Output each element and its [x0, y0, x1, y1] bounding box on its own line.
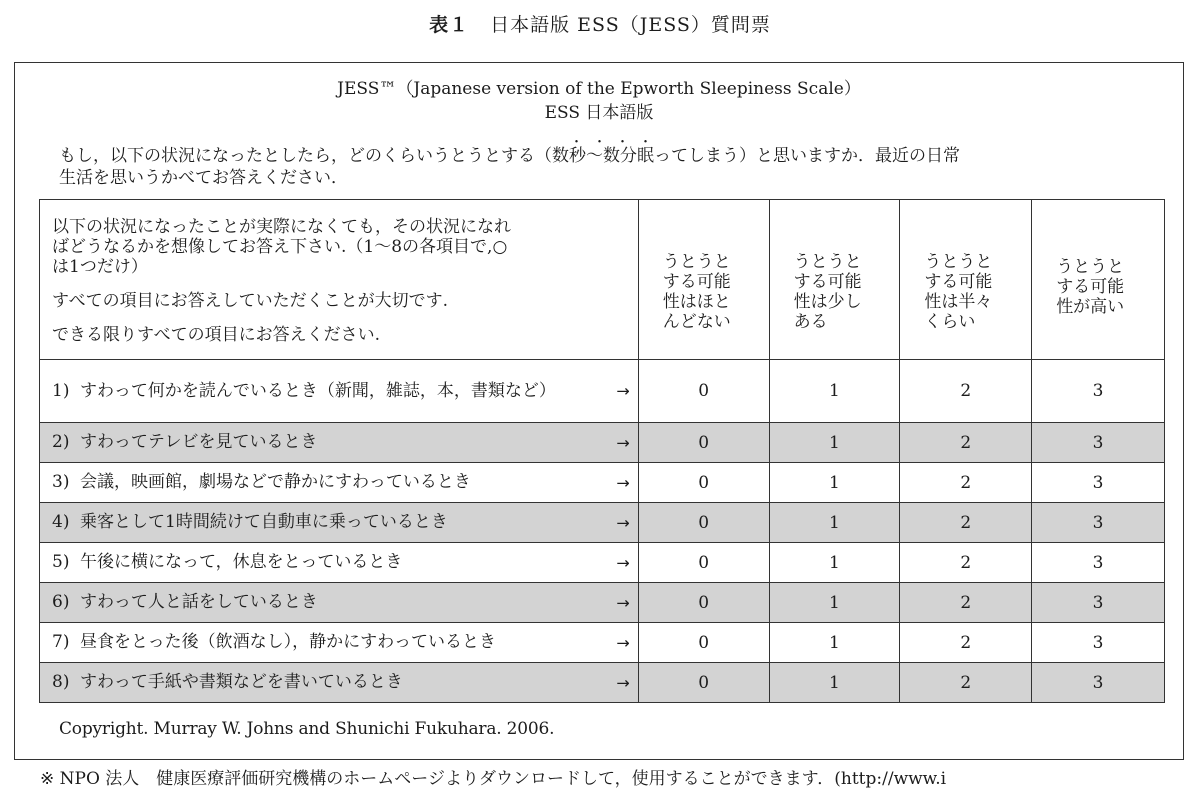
score-option[interactable]: 2 [900, 503, 1032, 543]
row-label [40, 623, 639, 663]
intro-text-before: もし，以下の状況になったとしたら，どのくらい [59, 146, 433, 166]
header-subtitle: ESS 日本語版 [544, 103, 654, 123]
row-text: すわって手紙や書類などを書いているとき [80, 672, 403, 692]
row-number: 1) [52, 380, 70, 401]
row-text: 会議，映画館，劇場などで静かにすわっているとき [80, 472, 471, 492]
column-header-line: うとうと [793, 251, 862, 272]
column-header-2 [900, 200, 1032, 360]
column-header-line: する可能 [924, 271, 993, 292]
score-option[interactable]: 0 [638, 463, 769, 503]
score-option[interactable]: 3 [1032, 583, 1165, 623]
column-header-line: する可能 [793, 271, 862, 292]
score-option[interactable]: 1 [769, 463, 900, 503]
score-option[interactable]: 1 [769, 360, 900, 423]
row-label [40, 360, 639, 423]
jess-table [39, 199, 1165, 703]
instructions-cell [40, 200, 639, 360]
column-header-line: うとうと [1056, 256, 1125, 277]
row-text: 午後に横になって，休息をとっているとき [80, 552, 403, 572]
arrow-icon: → [616, 433, 630, 452]
arrow-icon: → [616, 381, 630, 401]
row-number: 7) [52, 632, 70, 652]
score-option[interactable]: 3 [1032, 360, 1165, 423]
score-option[interactable]: 0 [638, 623, 769, 663]
instruction-line: すべての項目にお答えしていただくことが大切です. [52, 290, 449, 311]
column-header-line: ある [793, 311, 828, 332]
score-option[interactable]: 3 [1032, 463, 1165, 503]
row-label [40, 543, 639, 583]
column-header-3 [1032, 200, 1165, 360]
footnote: ※ NPO 法人 健康医療評価研究機構のホームページよりダウンロードして，使用することができます．(http://www.i [40, 769, 947, 789]
score-option[interactable]: 1 [769, 543, 900, 583]
intro-line2: 生活を思いうかべてお答えください． [59, 168, 348, 188]
row-label [40, 663, 639, 703]
copyright-notice: Copyright. Murray W. Johns and Shunichi Fukuhara. 2006. [59, 719, 555, 739]
row-text: 乗客として1時間続けて自動車に乗っているとき [80, 512, 448, 532]
score-option[interactable]: 3 [1032, 663, 1165, 703]
score-option[interactable]: 2 [900, 423, 1032, 463]
intro-paragraph [59, 135, 1169, 189]
row-label [40, 583, 639, 623]
score-option[interactable]: 3 [1032, 423, 1165, 463]
row-label [40, 463, 639, 503]
instruction-line: 以下の状況になったことが実際になくても，その状況になれ [52, 216, 511, 237]
column-header-line: する可能 [662, 271, 731, 292]
score-option[interactable]: 1 [769, 663, 900, 703]
score-option[interactable]: 2 [900, 663, 1032, 703]
table-caption [0, 10, 1200, 37]
score-option[interactable]: 1 [769, 503, 900, 543]
row-text: すわってテレビを見ているとき [80, 432, 318, 452]
score-option[interactable]: 0 [638, 583, 769, 623]
table-row [40, 503, 1165, 543]
column-header-0 [638, 200, 769, 360]
row-number: 3) [52, 472, 70, 492]
score-option[interactable]: 2 [900, 463, 1032, 503]
table-row [40, 543, 1165, 583]
table-row [40, 623, 1165, 663]
score-option[interactable]: 3 [1032, 543, 1165, 583]
row-label [40, 423, 639, 463]
score-option[interactable]: 0 [638, 360, 769, 423]
arrow-icon: → [616, 673, 630, 692]
score-option[interactable]: 1 [769, 623, 900, 663]
score-option[interactable]: 3 [1032, 623, 1165, 663]
caption-label: 表１ [429, 14, 470, 36]
column-header-line: くらい [924, 311, 976, 332]
row-text: すわって何かを読んでいるとき（新聞，雑誌，本，書類など） [80, 380, 556, 401]
column-header-1 [769, 200, 900, 360]
column-header-line: 性は半々 [924, 291, 993, 312]
arrow-icon: → [616, 593, 630, 612]
row-number: 5) [52, 552, 70, 572]
row-number: 4) [52, 512, 70, 532]
column-header-line: 性は少し [793, 291, 862, 312]
questionnaire-header [15, 77, 1183, 125]
column-header-line: 性はほと [662, 291, 731, 312]
score-option[interactable]: 0 [638, 423, 769, 463]
row-number: 8) [52, 672, 70, 692]
table-header-row [40, 200, 1165, 360]
arrow-icon: → [616, 633, 630, 652]
intro-emphasis: うとうと [433, 146, 501, 166]
score-option[interactable]: 2 [900, 360, 1032, 423]
row-number: 2) [52, 432, 70, 452]
score-option[interactable]: 1 [769, 583, 900, 623]
score-option[interactable]: 1 [769, 423, 900, 463]
score-option[interactable]: 0 [638, 503, 769, 543]
caption-title: 日本語版 ESS（JESS）質問票 [490, 14, 771, 36]
table-row [40, 583, 1165, 623]
arrow-icon: → [616, 513, 630, 532]
column-header-line: うとうと [924, 251, 993, 272]
table-row [40, 463, 1165, 503]
row-label [40, 503, 639, 543]
row-text: すわって人と話をしているとき [80, 592, 318, 612]
score-option[interactable]: 0 [638, 543, 769, 583]
table-row [40, 360, 1165, 423]
table-row [40, 663, 1165, 703]
column-header-line: する可能 [1056, 276, 1125, 297]
column-header-line: んどない [662, 311, 731, 332]
instruction-line: ばどうなるかを想像してお答え下さい.（1〜8の各項目で,○ [52, 236, 508, 257]
row-text: 昼食をとった後（飲酒なし），静かにすわっているとき [80, 632, 496, 652]
score-option[interactable]: 2 [900, 623, 1032, 663]
instruction-line: できる限りすべての項目にお答えください. [52, 324, 381, 345]
header-title: JESS™（Japanese version of the Epworth Sleepiness Scale） [337, 79, 861, 99]
arrow-icon: → [616, 473, 630, 492]
score-option[interactable]: 2 [900, 543, 1032, 583]
questionnaire-box [14, 62, 1184, 760]
score-option[interactable]: 2 [900, 583, 1032, 623]
table-row [40, 423, 1165, 463]
intro-text-after: する（数秒〜数分眠ってしまう）と思いますか．最近の日常 [501, 146, 960, 166]
column-header-line: 性が高い [1056, 296, 1125, 317]
column-header-line: うとうと [662, 251, 731, 272]
emphasis-dots: ・・・・ [570, 135, 663, 150]
row-number: 6) [52, 592, 70, 612]
instruction-line: は1つだけ） [52, 256, 148, 277]
score-option[interactable]: 3 [1032, 503, 1165, 543]
arrow-icon: → [616, 553, 630, 572]
score-option[interactable]: 0 [638, 663, 769, 703]
